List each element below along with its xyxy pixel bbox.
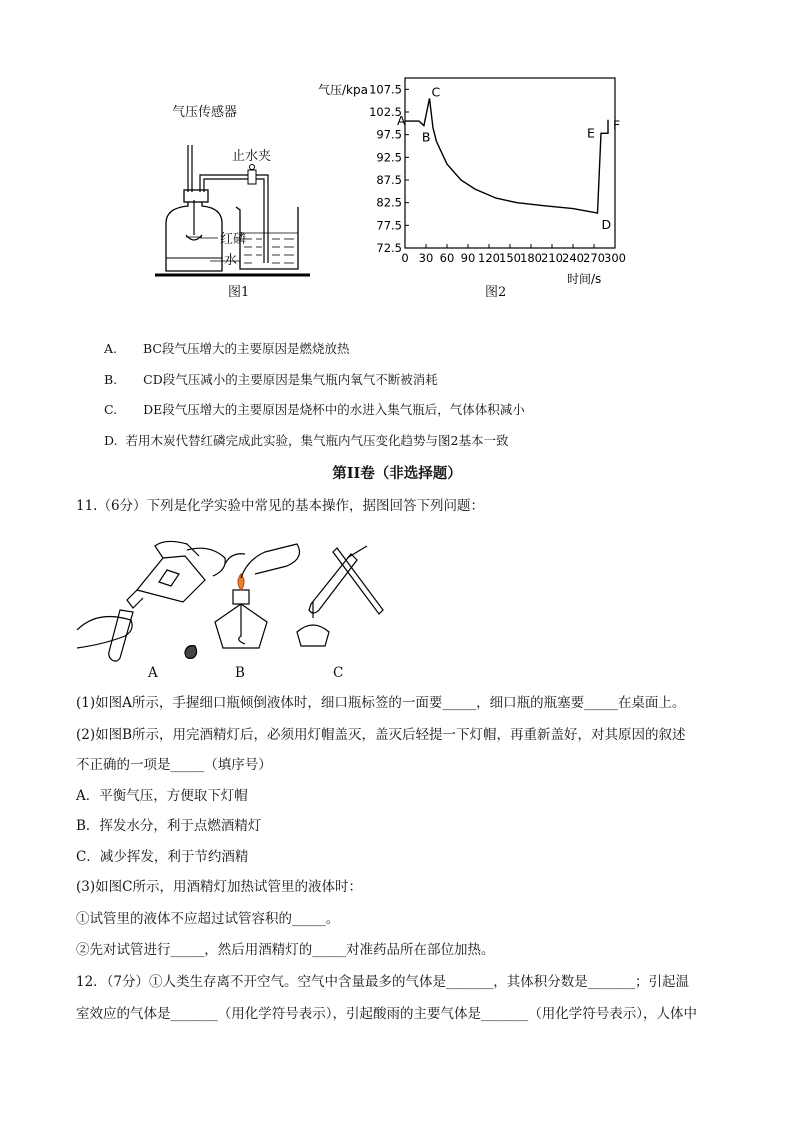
x-axis-label: 时间/s (567, 272, 602, 286)
curve-point-b: B (421, 129, 431, 145)
option-a-text: BC段气压增大的主要原因是燃烧放热 (143, 341, 350, 356)
curve-point-a: A (397, 113, 406, 129)
y-tick-label: 72.5 (376, 241, 402, 255)
option-b-text: CD段气压减小的主要原因是集气瓶内氧气不断被消耗 (143, 372, 438, 387)
x-tick-label: 150 (499, 251, 521, 265)
y-tick-label: 102.5 (369, 105, 402, 119)
q12-line1: 12．（7分）①人类生存离不开空气。空气中含量最多的气体是_______，其体积分数是_______；引起温 (76, 974, 690, 990)
option-b (104, 371, 438, 389)
option-b-letter: B. (104, 372, 118, 387)
q11-choice-b: B．挥发水分，利于点燃酒精灯 (76, 818, 262, 834)
curve-point-e: E (587, 125, 595, 141)
image-label-c: C (333, 665, 344, 681)
y-tick-label: 107.5 (369, 82, 402, 97)
section-title: 第II卷（非选择题） (332, 465, 462, 482)
x-tick-label: 270 (583, 251, 605, 265)
image-label-a: A (148, 665, 158, 681)
heating-test-tube-image (297, 546, 383, 646)
q11-stem: 11.（6分）下列是化学实验中常见的基本操作，据图回答下列问题： (76, 498, 485, 514)
plot-frame (405, 78, 615, 248)
clamp-label: 止水夹 (232, 149, 272, 164)
option-a (104, 340, 349, 358)
y-tick-label: 92.5 (376, 150, 402, 165)
option-d (104, 432, 509, 450)
curve-point-d: D (601, 217, 612, 233)
q11-operation-images (75, 540, 395, 665)
q11-part2-line2: 不正确的一项是_____（填序号） (76, 757, 272, 773)
x-tick-label: 300 (604, 251, 626, 265)
q11-part3-sub2: ②先对试管进行_____，然后用酒精灯的_____对准药品所在部位加热。 (76, 942, 495, 958)
y-tick-label: 77.5 (376, 218, 402, 233)
y-tick-label: 97.5 (376, 127, 402, 142)
x-tick-label: 30 (418, 251, 434, 265)
water-stop-clamp (248, 170, 256, 184)
combustion-spoon (186, 235, 202, 240)
q11-part3-sub1: ①试管里的液体不应超过试管容积的_____。 (76, 911, 340, 927)
curve-point-f: F (613, 117, 621, 133)
y-tick-label: 82.5 (376, 195, 402, 210)
curve-point-c: C (431, 84, 441, 100)
figure2-caption: 图2 (485, 285, 507, 300)
pressure-series-line (405, 98, 608, 213)
figure1-caption: 图1 (228, 285, 250, 300)
y-axis-label: 气压/kpa (318, 83, 368, 97)
beaker-water (244, 239, 294, 263)
q11-part2-line1: (2)如图B所示，用完酒精灯后，必须用灯帽盖灭，盖灭后轻提一下灯帽，再重新盖好，对其原因的叙述 (76, 727, 686, 743)
x-tick-label: 90 (460, 251, 476, 265)
x-tick-label: 180 (520, 251, 542, 265)
x-tick-label: 120 (478, 251, 500, 265)
x-tick-label: 210 (541, 251, 563, 265)
phosphorus-label: 红磷 (220, 232, 247, 247)
x-tick-label: 240 (562, 251, 584, 265)
pouring-liquid-image (77, 541, 225, 661)
option-d-text: 若用木炭代替红磷完成此实验，集气瓶内气压变化趋势与图2基本一致 (125, 433, 509, 448)
option-a-letter: A. (104, 341, 118, 356)
y-tick-label: 87.5 (376, 173, 402, 187)
alcohol-lamp-image (185, 544, 299, 658)
option-c-letter: C. (104, 402, 118, 417)
option-c (104, 401, 525, 419)
x-tick-label: 0 (401, 251, 409, 265)
image-label-b: B (235, 665, 245, 681)
pressure-chart (315, 68, 635, 293)
x-tick-label: 60 (439, 251, 455, 265)
q11-part3: (3)如图C所示，用酒精灯加热试管里的液体时： (76, 879, 362, 895)
q11-part1: (1)如图A所示，手握细口瓶倾倒液体时，细口瓶标签的一面要_____，细口瓶的瓶塞要_____在桌面上。 (76, 695, 686, 711)
q11-choice-a: A．平衡气压，方便取下灯帽 (76, 788, 248, 804)
q12-line2: 室效应的气体是_______（用化学符号表示），引起酸雨的主要气体是_______（用化学符号表示），人体中 (76, 1006, 697, 1022)
option-c-text: DE段气压增大的主要原因是烧杯中的水进入集气瓶后，气体体积减小 (143, 402, 525, 417)
option-d-letter: D. (104, 433, 118, 448)
water-label: 水 (224, 253, 238, 268)
sensor-label: 气压传感器 (172, 105, 238, 120)
q11-choice-c: C．减少挥发，利于节约酒精 (76, 849, 249, 865)
